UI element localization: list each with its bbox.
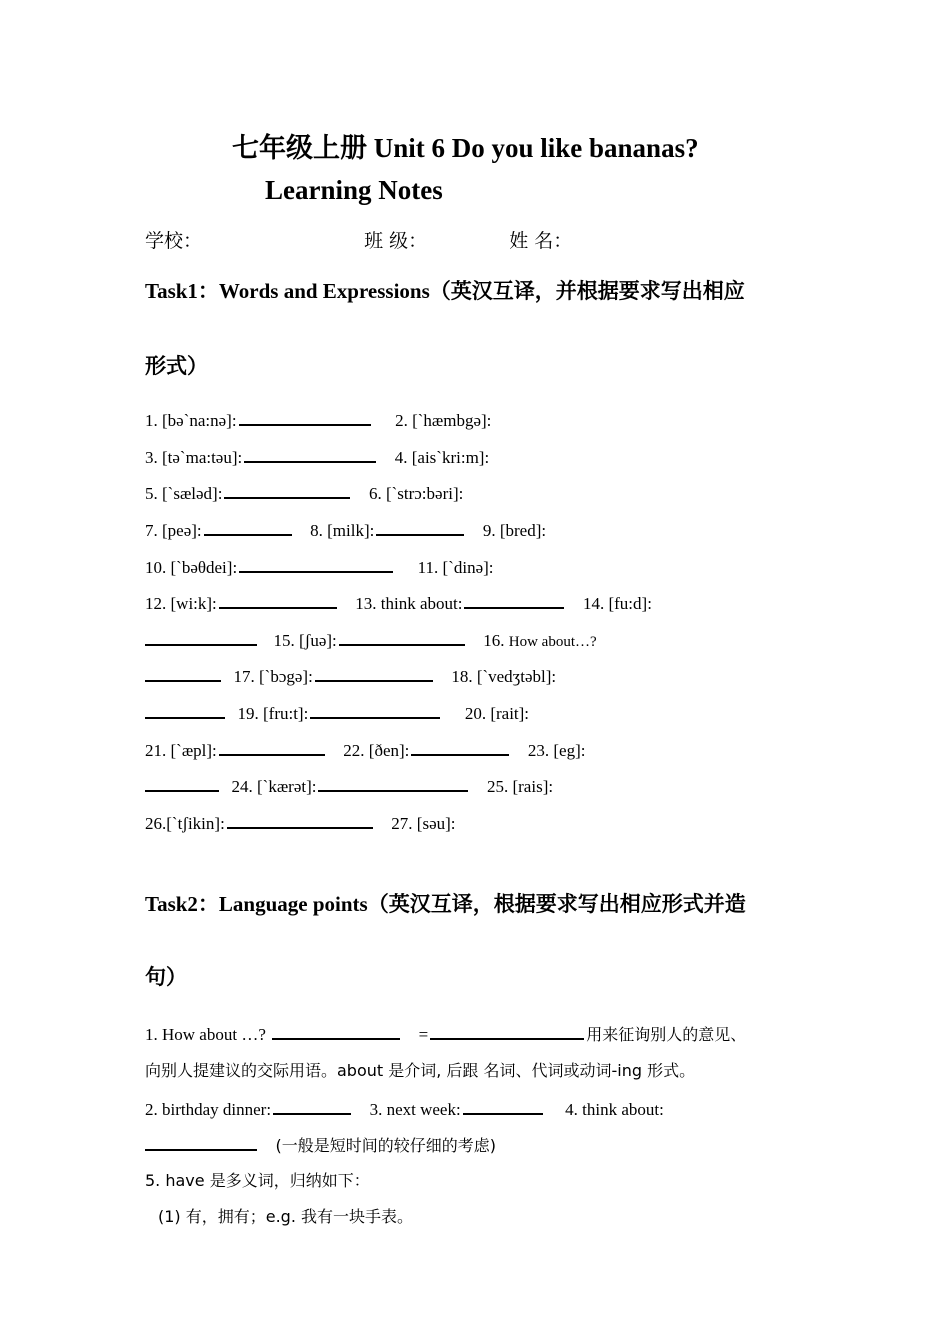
answer-blank[interactable] (219, 738, 325, 756)
point-row (145, 1133, 496, 1157)
student-info-row (145, 230, 572, 252)
vocab-row (145, 408, 491, 432)
vocab-item: 23. [eg]: (527, 741, 586, 760)
vocab-item: 22. [ðen]: (343, 741, 410, 760)
answer-blank[interactable] (273, 1097, 351, 1115)
document-subtitle: Learning Notes (265, 175, 443, 205)
vocab-item: 1. [bə`na:nə]: (145, 411, 237, 430)
point-text: (1) 有，拥有；e.g. 我有一块手表。 (158, 1207, 414, 1226)
school-label: 学校： (145, 230, 203, 252)
vocab-item: 18. [`vedʒtəbl]: (451, 667, 557, 686)
answer-blank[interactable] (310, 701, 440, 719)
answer-blank[interactable] (145, 628, 257, 646)
point-text: 向别人提建议的交际用语。about 是介词, 后跟 名词、代词或动词-ing 形式。 (145, 1061, 696, 1080)
equals-sign: = (418, 1025, 429, 1044)
answer-blank[interactable] (318, 774, 468, 792)
vocab-item: 17. [`bɔgə]: (233, 667, 313, 686)
vocab-item: 10. [`bəθdei]: (145, 558, 238, 577)
vocab-row (145, 445, 489, 469)
vocab-item: 8. [milk]: (310, 521, 375, 540)
vocab-item: 13. think about: (355, 594, 463, 613)
point-row (145, 1022, 746, 1046)
answer-blank[interactable] (145, 701, 225, 719)
point-row (158, 1206, 413, 1228)
vocab-item: 21. [`æpl]: (145, 741, 217, 760)
vocab-row (145, 591, 652, 615)
point-note: (一般是短时间的较仔细的考虑) (275, 1136, 496, 1155)
vocab-row (145, 555, 494, 579)
vocab-item: 27. [səu]: (391, 814, 456, 833)
task1-heading: Task1：Words and Expressions（英汉互译，并根据要求写出相应 (145, 279, 745, 303)
document-title: 七年级上册 Unit 6 Do you like bananas? (232, 133, 699, 163)
vocab-item: 14. [fu:d]: (582, 594, 652, 613)
vocab-item: 5. [`sæləd]: (145, 484, 223, 503)
vocab-item: 3. [tə`ma:təu]: (145, 448, 243, 467)
vocab-item-expression: How about…? (508, 634, 597, 650)
answer-blank[interactable] (411, 738, 509, 756)
name-label: 姓 名： (509, 230, 573, 252)
point-text: 3. next week: (369, 1100, 461, 1119)
answer-blank[interactable] (430, 1022, 584, 1040)
vocab-row (145, 628, 597, 653)
vocab-item: 2. [`hæmbgə]: (395, 411, 492, 430)
vocab-item: 25. [rais]: (486, 777, 554, 796)
vocab-item: 12. [wi:k]: (145, 594, 217, 613)
answer-blank[interactable] (272, 1022, 400, 1040)
vocab-item: 20. [rait]: (464, 704, 530, 723)
task1-heading-cont: 形式） (145, 354, 208, 378)
vocab-item: 11. [`dinə]: (417, 558, 494, 577)
vocab-row (145, 664, 556, 688)
point-text: 4. think about: (565, 1100, 664, 1119)
vocab-row (145, 518, 546, 542)
vocab-item: 9. [bred]: (482, 521, 547, 540)
task2-heading-cont: 句） (145, 965, 187, 989)
vocab-item: 19. [fru:t]: (237, 704, 309, 723)
vocab-item: 6. [`strɔ:bəri]: (368, 484, 464, 503)
point-text: 用来征询别人的意见、 (586, 1025, 747, 1044)
point-text: 1. How about …? (145, 1025, 266, 1044)
answer-blank[interactable] (315, 664, 433, 682)
answer-blank[interactable] (219, 591, 337, 609)
point-row (145, 1170, 370, 1192)
point-row (145, 1097, 664, 1121)
answer-blank[interactable] (145, 664, 221, 682)
class-label: 班 级： (364, 230, 428, 252)
vocab-item: 24. [`kærət]: (231, 777, 317, 796)
vocab-row (145, 811, 456, 835)
answer-blank[interactable] (376, 518, 464, 536)
answer-blank[interactable] (145, 774, 219, 792)
point-text: 2. birthday dinner: (145, 1100, 272, 1119)
answer-blank[interactable] (145, 1133, 257, 1151)
answer-blank[interactable] (224, 481, 350, 499)
vocab-item: 15. [ʃuə]: (273, 631, 337, 650)
answer-blank[interactable] (239, 555, 393, 573)
vocab-item: 26.[`tʃikin]: (145, 814, 225, 833)
answer-blank[interactable] (244, 445, 376, 463)
vocab-row (145, 738, 585, 762)
vocab-item: 7. [peə]: (145, 521, 202, 540)
answer-blank[interactable] (204, 518, 292, 536)
vocab-row (145, 481, 463, 505)
vocab-item: 16. (483, 631, 505, 650)
answer-blank[interactable] (227, 811, 373, 829)
answer-blank[interactable] (463, 1097, 543, 1115)
answer-blank[interactable] (339, 628, 465, 646)
task2-heading: Task2：Language points（英汉互译，根据要求写出相应形式并造 (145, 892, 746, 916)
vocab-item: 4. [ais`kri:m]: (394, 448, 490, 467)
vocab-row (145, 774, 553, 798)
point-text: 5. have 是多义词，归纳如下： (145, 1171, 370, 1190)
answer-blank[interactable] (464, 591, 564, 609)
answer-blank[interactable] (239, 408, 371, 426)
vocab-row (145, 701, 529, 725)
